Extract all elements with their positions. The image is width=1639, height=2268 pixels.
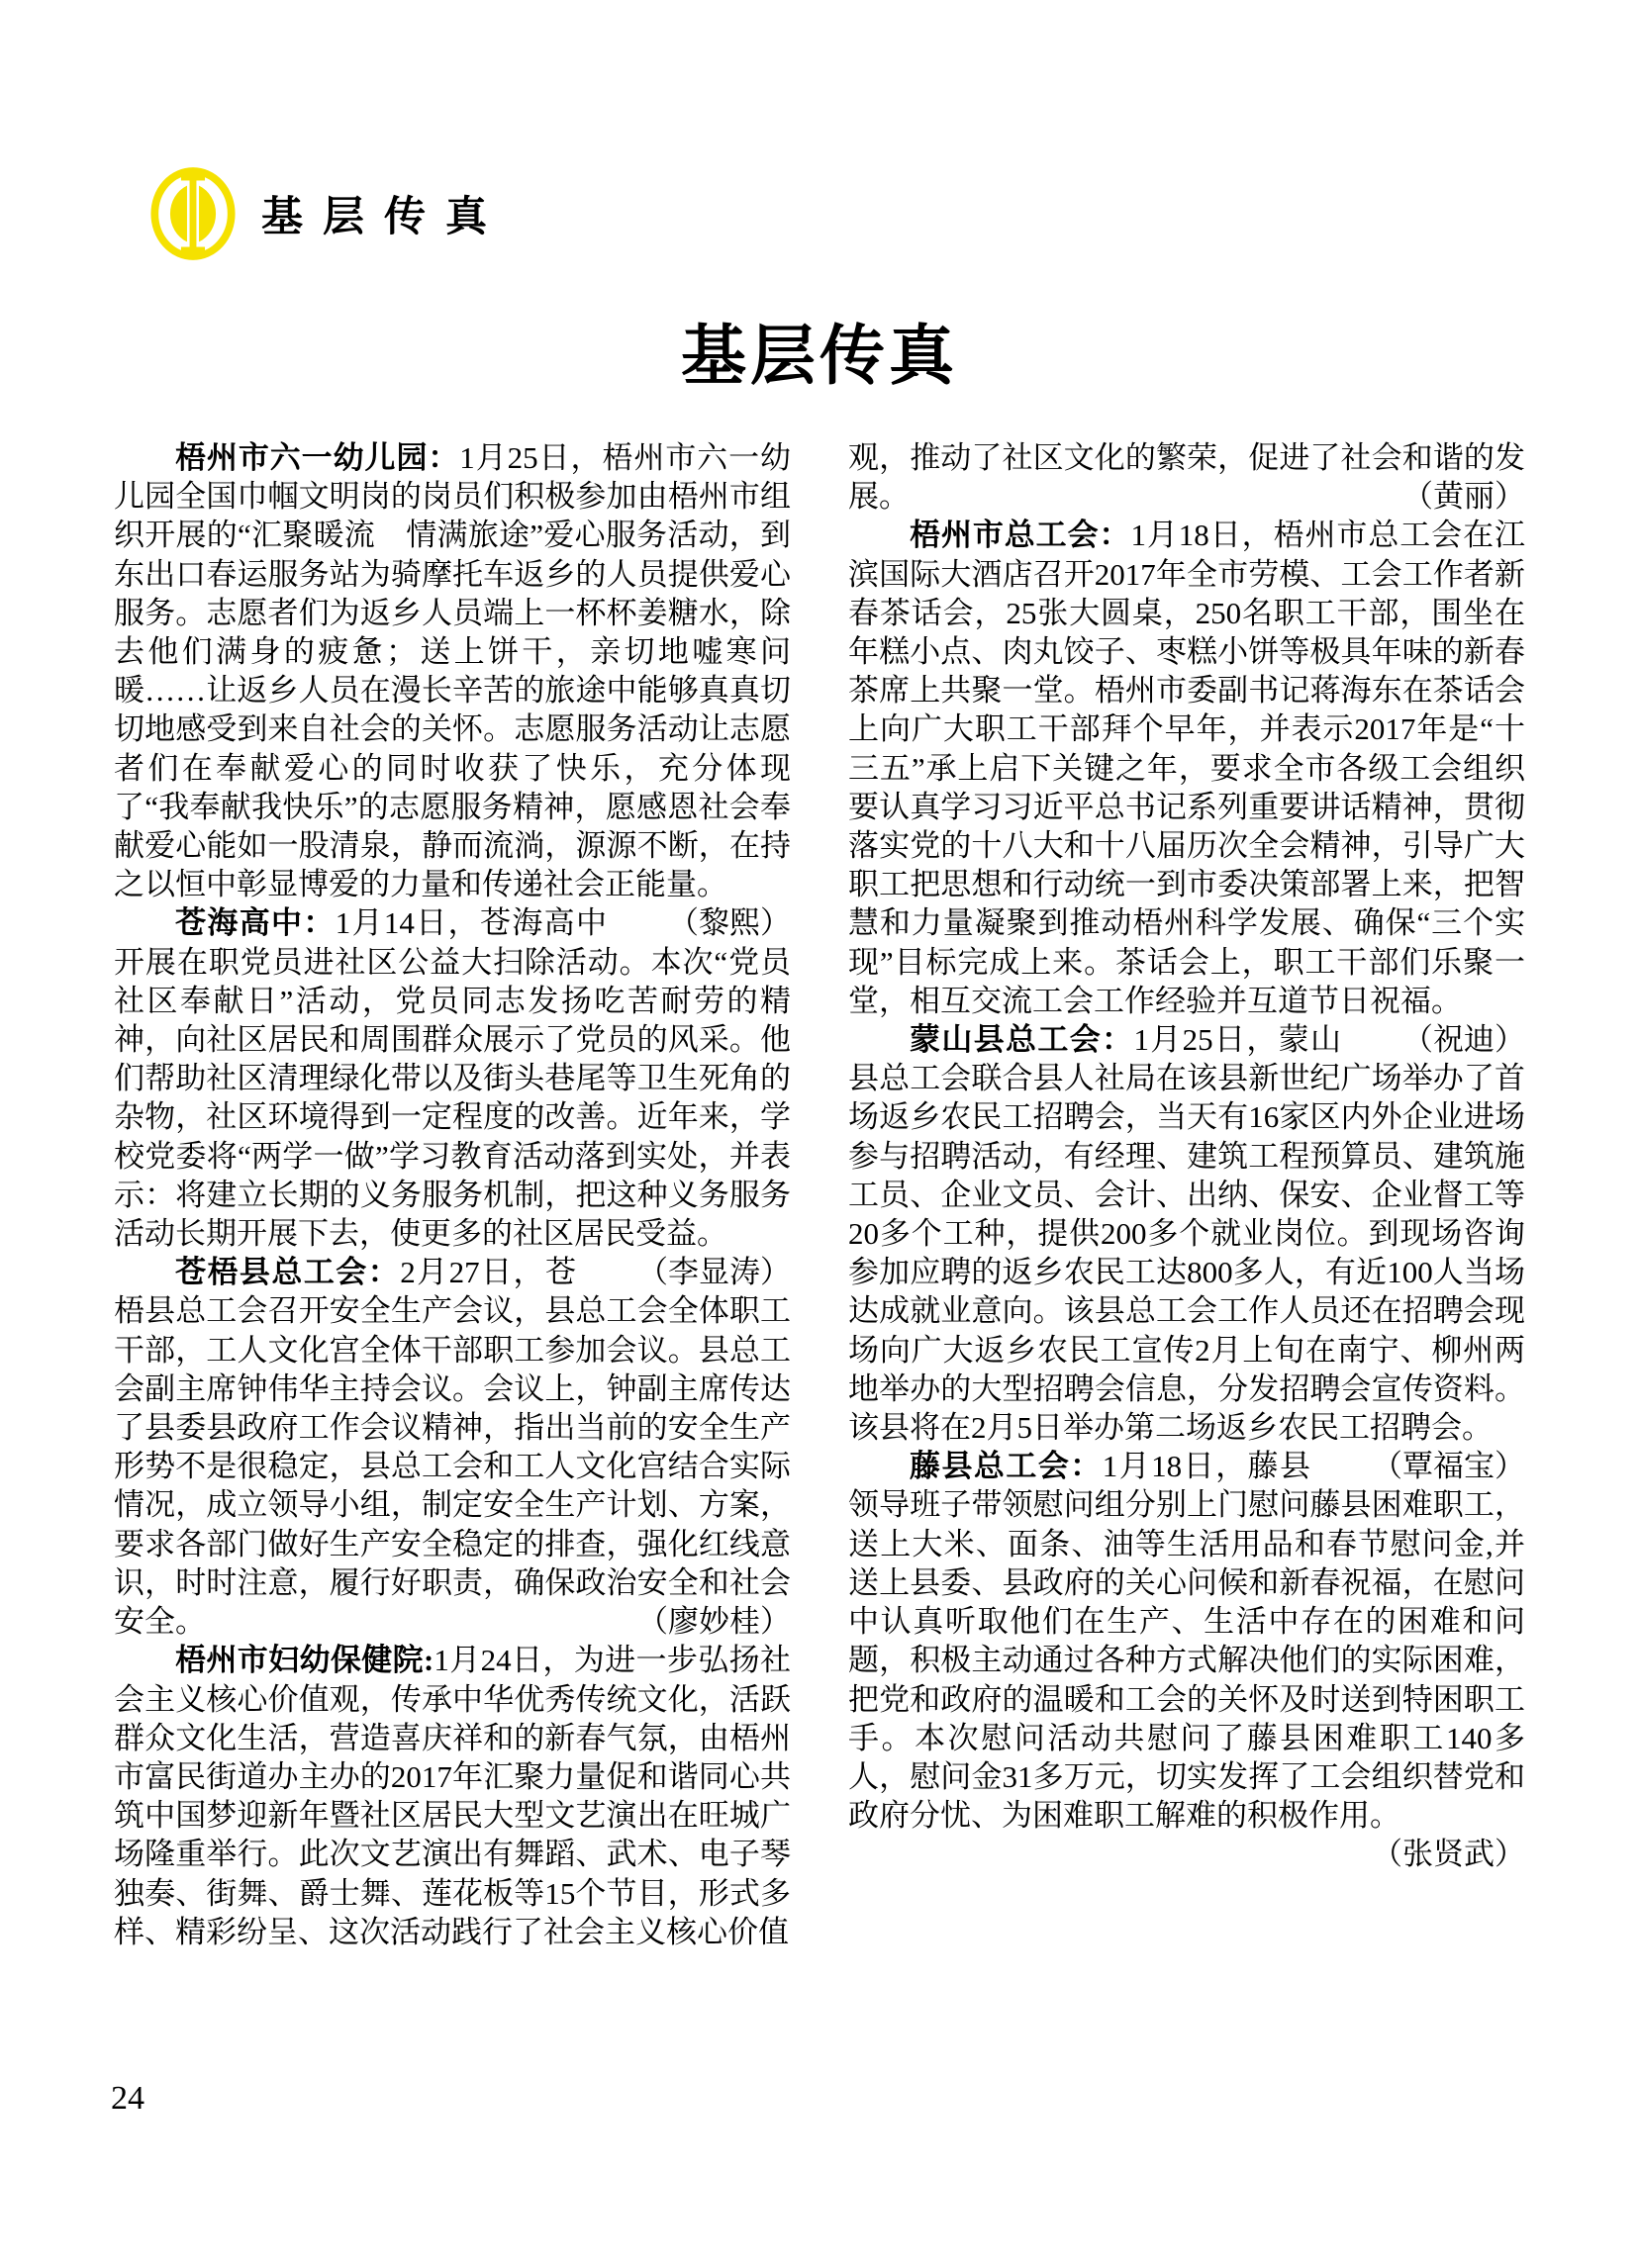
news-byline: （黄丽） xyxy=(1402,479,1525,515)
news-byline: （祝迪） xyxy=(1402,1022,1525,1058)
news-source: 藤县总工会： xyxy=(910,1449,1103,1484)
masthead-brand: 基层传真 xyxy=(261,195,508,240)
news-item xyxy=(114,1641,791,1951)
news-source: 蒙山县总工会： xyxy=(910,1022,1134,1058)
news-body: 1月14日，苍海高中开展在职党员进社区公益大扫除活动。本次“党员社区奉献日”活动，党员同志发扬吃苦耐劳的精神，向社区居民和周围群众展示了党员的风采。他们帮助社区清理绿化带以及街头巷尾等卫生死角的杂物，社区环境得到一定程度的改善。近年来，学校党委将“两学一做”学习教育活动落到实处，并表示：将建立长期的义务服务机制，把这种义务服务活动长期开展下去，使更多的社区居民受益。 xyxy=(114,905,791,1252)
news-byline: （覃福宝） xyxy=(1372,1449,1525,1484)
news-body: 1月24日，为进一步弘扬社会主义核心价值观，传承中华优秀传统文化，活跃群众文化生活，营造喜庆祥和的新春气氛，由梧州市富民街道办主办的2017年汇聚力量促和谐同心共筑中国梦迎新年暨社区居民大型文艺演出在旺城广场隆重举行。此次文艺演出有舞蹈、武术、电子琴独奏、街舞、爵士舞、莲花板等15个节目，形式多样、精彩纷呈、这次活动践行了社会主义核心价值 xyxy=(114,1643,791,1949)
page-number: 24 xyxy=(111,2080,145,2117)
news-body: 1月25日，蒙山县总工会联合县人社局在该县新世纪广场举办了首场返乡农民工招聘会，当天有16家区内外企业进场参与招聘活动，有经理、建筑工程预算员、建筑施工员、企业文员、会计、出纳、保安、企业督工等20多个工种，提供200多个就业岗位。到现场咨询参加应聘的返乡农民工达800多人，有近100人当场达成就业意向。该县总工会工作人员还在招聘会现场向广大返乡农民工宣传2月上旬在南宁、柳州两地举办的大型招聘会信息，分发招聘会宣传资料。该县将在2月5日举办第二场返乡农民工招聘会。 xyxy=(848,1022,1525,1446)
news-body: 1月18日，藤县领导班子带领慰问组分别上门慰问藤县困难职工，送上大米、面条、油等生活用品和春节慰问金,并送上县委、县政府的关心问候和新春祝福，在慰问中认真听取他们在生产、生活中存在的困难和问题，积极主动通过各种方式解决他们的实际困难，把党和政府的温暖和工会的关怀及时送到特困职工手。本次慰问活动共慰问了藤县困难职工140多人，慰问金31多万元，切实发挥了工会组织替党和政府分忧、为困难职工解难的积极作用。 xyxy=(848,1449,1525,1834)
right-column xyxy=(848,438,1525,1874)
news-body: 观，推动了社区文化的繁荣，促进了社会和谐的发展。 xyxy=(848,440,1525,515)
left-column xyxy=(114,438,791,1951)
news-source: 梧州市总工会： xyxy=(910,518,1131,553)
news-item-continuation xyxy=(848,438,1525,516)
page-title: 基层传真 xyxy=(681,321,958,393)
news-source: 苍海高中： xyxy=(175,905,336,941)
news-source: 苍梧县总工会： xyxy=(175,1255,401,1290)
news-byline: （廖妙桂） xyxy=(637,1604,791,1640)
news-byline: （李显涛） xyxy=(637,1255,791,1290)
news-body: 1月25日，梧州市六一幼儿园全国巾帼文明岗的岗员们积极参加由梧州市组织开展的“汇聚暖流 情满旅途”爱心服务活动，到东出口春运服务站为骑摩托车返乡的人员提供爱心服务。志愿者们为返乡人员端上一杯杯姜糖水，除去他们满身的疲惫；送上饼干，亲切地嘘寒问暖……让返乡人员在漫长辛苦的旅途中能够真真切切地感受到来自社会的关怀。志愿服务活动让志愿者们在奉献爱心的同时收获了快乐，充分体现了“我奉献我快乐”的志愿服务精神，愿感恩社会奉献爱心能如一股清泉，静而流淌，源源不断，在持之以恒中彰显博爱的力量和传递社会正能量。 xyxy=(114,440,792,902)
news-source: 梧州市六一幼儿园： xyxy=(175,440,460,475)
news-body: 2月27日，苍梧县总工会召开安全生产会议，县总工会全体职工干部，工人文化宫全体干部职工参加会议。县总工会副主席钟伟华主持会议。会议上，钟副主席传达了县委县政府工作会议精神，指出当前的安全生产形势不是很稳定，县总工会和工人文化宫结合实际情况，成立领导小组，制定安全生产计划、方案，要求各部门做好生产安全稳定的排查，强化红线意识，时时注意，履行好职责，确保政治安全和社会安全。 xyxy=(114,1255,791,1640)
news-body: 1月18日，梧州市总工会在江滨国际大酒店召开2017年全市劳模、工会工作者新春茶话会，25张大圆桌，250名职工干部，围坐在年糕小点、肉丸饺子、枣糕小饼等极具年味的新春茶席上共聚一堂。梧州市委副书记蒋海东在茶话会上向广大职工干部拜个早年，并表示2017年是“十三五”承上启下关键之年，要求全市各级工会组织要认真学习习近平总书记系列重要讲话精神，贯彻落实党的十八大和十八届历次全会精神，引导广大职工把思想和行动统一到市委决策部署上来，把智慧和力量凝聚到推动梧州科学发展、确保“三个实现”目标完成上来。茶话会上，职工干部们乐聚一堂，相互交流工会工作经验并互道节日祝福。 xyxy=(848,518,1526,1018)
trade-union-emblem-icon xyxy=(150,166,236,261)
masthead xyxy=(150,166,507,261)
news-item xyxy=(114,1253,791,1641)
news-source: 梧州市妇幼保健院: xyxy=(175,1643,434,1678)
news-byline: （黎熙） xyxy=(668,905,791,941)
news-item xyxy=(848,1447,1525,1872)
news-byline: （张贤武） xyxy=(1372,1837,1525,1872)
